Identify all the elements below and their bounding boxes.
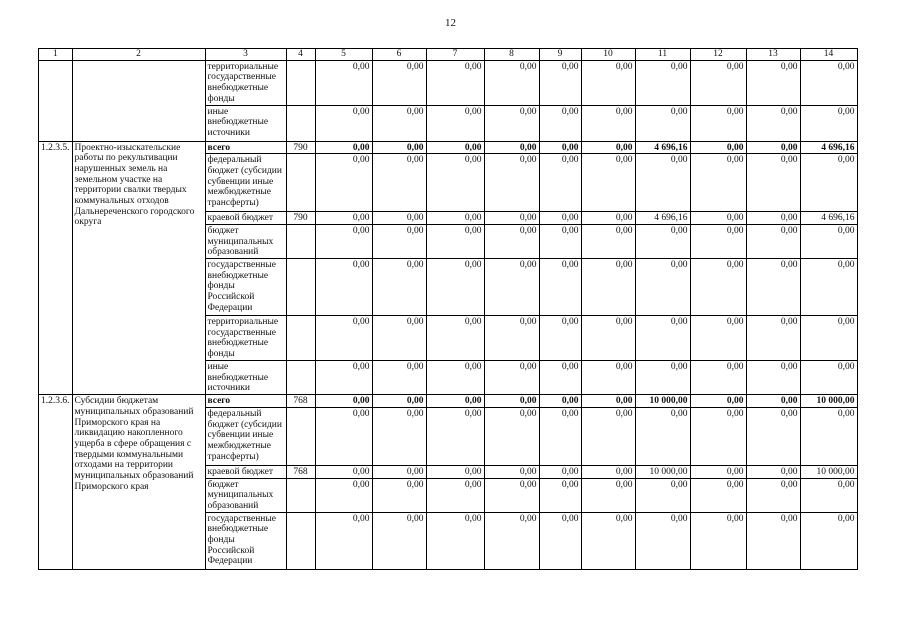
col4-value	[286, 224, 315, 258]
funding-source: краевой бюджет	[205, 212, 286, 225]
amount-cell: 0,00	[372, 60, 426, 105]
amount-cell: 0,00	[581, 361, 635, 395]
amount-cell: 0,00	[581, 407, 635, 465]
amount-cell: 0,00	[539, 154, 581, 212]
amount-cell: 0,00	[635, 259, 690, 316]
amount-cell: 0,00	[690, 224, 746, 258]
amount-cell: 0,00	[315, 512, 372, 569]
amount-cell: 0,00	[581, 224, 635, 258]
amount-cell: 0,00	[484, 60, 539, 105]
title-cell-empty	[72, 60, 205, 141]
amount-cell: 0,00	[690, 465, 746, 478]
item-title: Проектно-изыскательские работы по рекультивации нарушенных земель на земельном участке на территории свалки твердых коммунальных отходов Дальнереченского городского округа	[72, 141, 205, 395]
amount-cell: 4 696,16	[800, 212, 857, 225]
amount-cell: 0,00	[635, 224, 690, 258]
col4-value	[286, 361, 315, 395]
amount-cell: 0,00	[690, 512, 746, 569]
header-cell: 10	[581, 49, 635, 61]
amount-cell: 0,00	[746, 105, 800, 141]
amount-cell: 0,00	[746, 224, 800, 258]
funding-source: государственные внебюджетные фонды Российской Федерации	[205, 512, 286, 569]
header-cell: 8	[484, 49, 539, 61]
amount-cell: 10 000,00	[635, 395, 690, 408]
amount-cell: 0,00	[746, 259, 800, 316]
amount-cell: 0,00	[800, 154, 857, 212]
amount-cell: 0,00	[690, 154, 746, 212]
amount-cell: 0,00	[581, 512, 635, 569]
header-cell: 9	[539, 49, 581, 61]
header-cell: 11	[635, 49, 690, 61]
amount-cell: 0,00	[635, 361, 690, 395]
amount-cell: 0,00	[581, 465, 635, 478]
funding-source: краевой бюджет	[205, 465, 286, 478]
item-title: Субсидии бюджетам муниципальных образований Приморского края на ликвидацию накопленного ущерба в сфере обращения с твердыми коммунальными отходами на территории муниципальных образований Приморского края	[72, 395, 205, 570]
amount-cell: 0,00	[315, 60, 372, 105]
amount-cell: 0,00	[315, 212, 372, 225]
amount-cell: 0,00	[746, 316, 800, 361]
amount-cell: 0,00	[315, 465, 372, 478]
amount-cell: 0,00	[690, 316, 746, 361]
page-number: 12	[445, 17, 456, 29]
table-row	[39, 395, 858, 408]
amount-cell: 0,00	[539, 259, 581, 316]
amount-cell: 0,00	[484, 212, 539, 225]
amount-cell: 0,00	[372, 465, 426, 478]
amount-cell: 0,00	[315, 141, 372, 154]
amount-cell: 0,00	[426, 478, 484, 512]
amount-cell: 0,00	[690, 212, 746, 225]
amount-cell: 0,00	[484, 407, 539, 465]
header-cell: 5	[315, 49, 372, 61]
amount-cell: 0,00	[539, 512, 581, 569]
amount-cell: 0,00	[372, 407, 426, 465]
amount-cell: 4 696,16	[800, 141, 857, 154]
funding-source: бюджет муниципальных образований	[205, 478, 286, 512]
amount-cell: 0,00	[800, 259, 857, 316]
amount-cell: 0,00	[635, 407, 690, 465]
amount-cell: 0,00	[581, 395, 635, 408]
amount-cell: 0,00	[484, 395, 539, 408]
amount-cell: 0,00	[484, 105, 539, 141]
amount-cell: 0,00	[372, 478, 426, 512]
code-cell-empty	[39, 60, 73, 141]
amount-cell: 0,00	[484, 478, 539, 512]
col4-value: 768	[286, 395, 315, 408]
amount-cell: 0,00	[539, 465, 581, 478]
amount-cell: 0,00	[635, 60, 690, 105]
table-row	[39, 60, 858, 105]
amount-cell: 0,00	[484, 259, 539, 316]
amount-cell: 0,00	[690, 395, 746, 408]
amount-cell: 0,00	[800, 105, 857, 141]
amount-cell: 0,00	[539, 407, 581, 465]
amount-cell: 0,00	[315, 407, 372, 465]
amount-cell: 4 696,16	[635, 141, 690, 154]
col4-value	[286, 407, 315, 465]
amount-cell: 0,00	[581, 105, 635, 141]
col4-value	[286, 154, 315, 212]
amount-cell: 0,00	[426, 395, 484, 408]
amount-cell: 0,00	[690, 407, 746, 465]
amount-cell: 0,00	[539, 105, 581, 141]
funding-source: территориальные государственные внебюджетные фонды	[205, 60, 286, 105]
funding-source: всего	[205, 395, 286, 408]
col4-value	[286, 478, 315, 512]
amount-cell: 0,00	[746, 212, 800, 225]
amount-cell: 0,00	[581, 212, 635, 225]
amount-cell: 0,00	[372, 105, 426, 141]
amount-cell: 0,00	[539, 60, 581, 105]
amount-cell: 0,00	[581, 154, 635, 212]
header-cell: 4	[286, 49, 315, 61]
amount-cell: 0,00	[800, 512, 857, 569]
amount-cell: 0,00	[690, 141, 746, 154]
amount-cell: 0,00	[635, 105, 690, 141]
funding-source: бюджет муниципальных образований	[205, 224, 286, 258]
amount-cell: 0,00	[746, 512, 800, 569]
amount-cell: 0,00	[426, 60, 484, 105]
col4-value: 790	[286, 141, 315, 154]
amount-cell: 0,00	[484, 465, 539, 478]
amount-cell: 0,00	[315, 105, 372, 141]
amount-cell: 0,00	[746, 60, 800, 105]
funding-source: территориальные государственные внебюджетные фонды	[205, 316, 286, 361]
amount-cell: 0,00	[746, 407, 800, 465]
amount-cell: 0,00	[315, 361, 372, 395]
amount-cell: 10 000,00	[635, 465, 690, 478]
amount-cell: 0,00	[635, 478, 690, 512]
header-cell: 6	[372, 49, 426, 61]
funding-source: иные внебюджетные источники	[205, 361, 286, 395]
amount-cell: 0,00	[372, 154, 426, 212]
amount-cell: 0,00	[372, 512, 426, 569]
col4-value: 768	[286, 465, 315, 478]
header-cell: 7	[426, 49, 484, 61]
amount-cell: 0,00	[484, 224, 539, 258]
amount-cell: 0,00	[581, 478, 635, 512]
amount-cell: 0,00	[426, 224, 484, 258]
amount-cell: 0,00	[539, 141, 581, 154]
col4-value	[286, 60, 315, 105]
amount-cell: 0,00	[372, 141, 426, 154]
amount-cell: 0,00	[539, 224, 581, 258]
amount-cell: 0,00	[484, 154, 539, 212]
item-code: 1.2.3.6.	[39, 395, 73, 570]
amount-cell: 10 000,00	[800, 465, 857, 478]
header-cell: 14	[800, 49, 857, 61]
amount-cell: 0,00	[746, 478, 800, 512]
amount-cell: 0,00	[372, 212, 426, 225]
amount-cell: 0,00	[426, 316, 484, 361]
funding-source: федеральный бюджет (субсидии субвенции иные межбюджетные трансферты)	[205, 407, 286, 465]
amount-cell: 0,00	[800, 60, 857, 105]
amount-cell: 0,00	[581, 60, 635, 105]
budget-table	[38, 48, 858, 570]
amount-cell: 10 000,00	[800, 395, 857, 408]
amount-cell: 0,00	[690, 60, 746, 105]
amount-cell: 0,00	[690, 478, 746, 512]
amount-cell: 0,00	[426, 465, 484, 478]
amount-cell: 0,00	[539, 212, 581, 225]
amount-cell: 0,00	[690, 361, 746, 395]
amount-cell: 0,00	[581, 259, 635, 316]
amount-cell: 0,00	[484, 316, 539, 361]
col4-value: 790	[286, 212, 315, 225]
amount-cell: 0,00	[484, 361, 539, 395]
amount-cell: 0,00	[426, 259, 484, 316]
amount-cell: 0,00	[372, 395, 426, 408]
funding-source: всего	[205, 141, 286, 154]
amount-cell: 0,00	[746, 361, 800, 395]
amount-cell: 0,00	[635, 154, 690, 212]
amount-cell: 0,00	[315, 316, 372, 361]
amount-cell: 0,00	[539, 395, 581, 408]
amount-cell: 0,00	[800, 407, 857, 465]
table-row	[39, 141, 858, 154]
amount-cell: 0,00	[539, 478, 581, 512]
header-cell: 2	[72, 49, 205, 61]
amount-cell: 0,00	[315, 395, 372, 408]
amount-cell: 0,00	[690, 259, 746, 316]
amount-cell: 0,00	[746, 141, 800, 154]
header-row	[39, 49, 858, 61]
amount-cell: 0,00	[746, 465, 800, 478]
header-cell: 3	[205, 49, 286, 61]
amount-cell: 0,00	[315, 259, 372, 316]
amount-cell: 0,00	[426, 105, 484, 141]
amount-cell: 0,00	[315, 478, 372, 512]
amount-cell: 0,00	[426, 361, 484, 395]
amount-cell: 0,00	[746, 154, 800, 212]
amount-cell: 0,00	[800, 478, 857, 512]
amount-cell: 0,00	[484, 141, 539, 154]
amount-cell: 4 696,16	[635, 212, 690, 225]
amount-cell: 0,00	[635, 316, 690, 361]
amount-cell: 0,00	[539, 361, 581, 395]
amount-cell: 0,00	[372, 361, 426, 395]
amount-cell: 0,00	[426, 407, 484, 465]
amount-cell: 0,00	[426, 141, 484, 154]
amount-cell: 0,00	[746, 395, 800, 408]
item-code: 1.2.3.5.	[39, 141, 73, 395]
col4-value	[286, 105, 315, 141]
amount-cell: 0,00	[426, 212, 484, 225]
header-cell: 12	[690, 49, 746, 61]
amount-cell: 0,00	[372, 316, 426, 361]
header-cell: 1	[39, 49, 73, 61]
amount-cell: 0,00	[539, 316, 581, 361]
amount-cell: 0,00	[426, 512, 484, 569]
header-cell: 13	[746, 49, 800, 61]
amount-cell: 0,00	[484, 512, 539, 569]
col4-value	[286, 512, 315, 569]
amount-cell: 0,00	[690, 105, 746, 141]
amount-cell: 0,00	[315, 154, 372, 212]
col4-value	[286, 316, 315, 361]
amount-cell: 0,00	[800, 361, 857, 395]
amount-cell: 0,00	[372, 259, 426, 316]
funding-source: иные внебюджетные источники	[205, 105, 286, 141]
amount-cell: 0,00	[372, 224, 426, 258]
funding-source: государственные внебюджетные фонды Российской Федерации	[205, 259, 286, 316]
amount-cell: 0,00	[315, 224, 372, 258]
funding-source: федеральный бюджет (субсидии субвенции иные межбюджетные трансферты)	[205, 154, 286, 212]
col4-value	[286, 259, 315, 316]
amount-cell: 0,00	[581, 316, 635, 361]
amount-cell: 0,00	[800, 224, 857, 258]
amount-cell: 0,00	[800, 316, 857, 361]
amount-cell: 0,00	[426, 154, 484, 212]
amount-cell: 0,00	[581, 141, 635, 154]
amount-cell: 0,00	[635, 512, 690, 569]
